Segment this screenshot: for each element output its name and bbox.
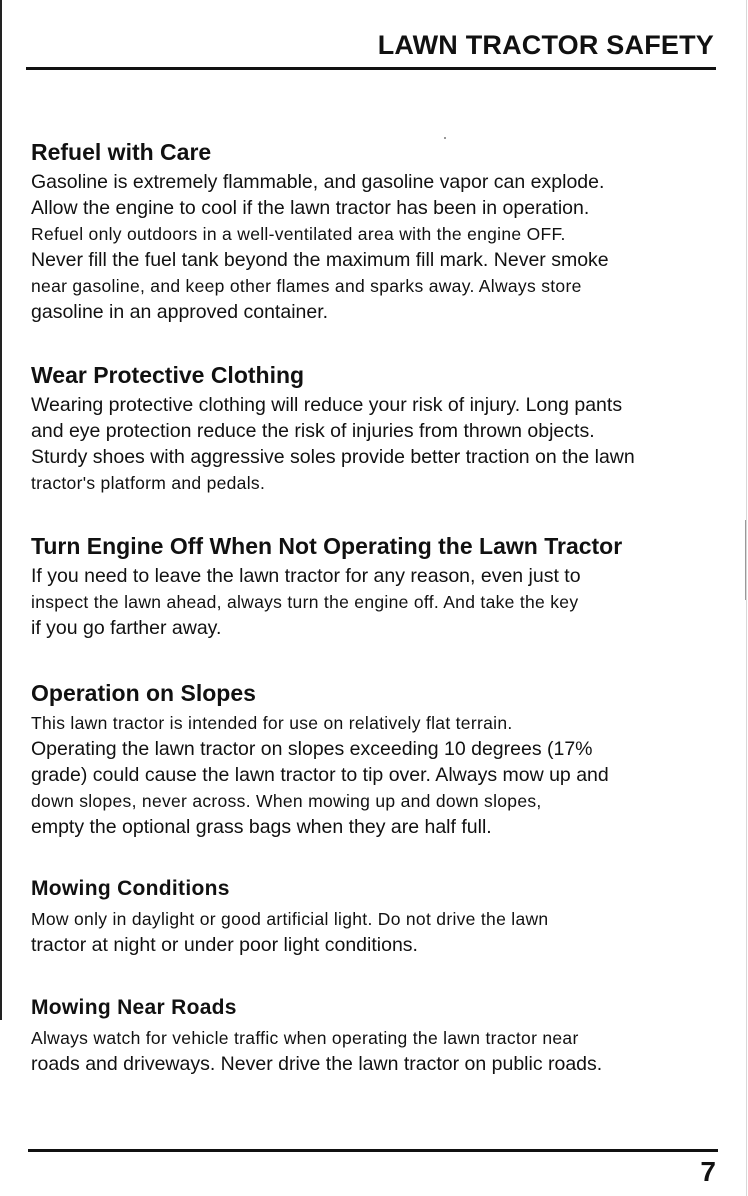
body-line: Gasoline is extremely flammable, and gasoline vapor can explode. xyxy=(31,171,605,193)
body-line: If you need to leave the lawn tractor for any reason, even just to xyxy=(31,565,581,587)
scan-edge-right xyxy=(746,0,747,1196)
body-line: tractor at night or under poor light conditions. xyxy=(31,934,418,956)
section-heading: Wear Protective Clothing xyxy=(31,362,305,388)
body-line: Allow the engine to cool if the lawn tractor has been in operation. xyxy=(31,197,590,219)
body-line: This lawn tractor is intended for use on relatively flat terrain. xyxy=(31,713,513,733)
section-heading: Mowing Near Roads xyxy=(31,996,237,1019)
section-mowing-conditions xyxy=(31,874,712,958)
section-heading: Mowing Conditions xyxy=(31,877,230,900)
header-rule xyxy=(26,67,716,70)
section-heading: Refuel with Care xyxy=(31,139,212,165)
body-line: near gasoline, and keep other flames and sparks away. Always store xyxy=(31,276,582,296)
body-line: inspect the lawn ahead, always turn the engine off. And take the key xyxy=(31,592,579,612)
page-header-title: LAWN TRACTOR SAFETY xyxy=(377,30,714,60)
scan-edge-left xyxy=(0,0,2,1020)
footer-rule xyxy=(28,1149,718,1152)
body-line: Sturdy shoes with aggressive soles provide better traction on the lawn xyxy=(31,446,635,468)
body-line: grade) could cause the lawn tractor to tip over. Always mow up and xyxy=(31,764,609,786)
body-line: empty the optional grass bags when they are half full. xyxy=(31,816,492,838)
body-line: Always watch for vehicle traffic when operating the lawn tractor near xyxy=(31,1028,579,1048)
section-wear-protective-clothing xyxy=(31,360,712,496)
body-line: tractor's platform and pedals. xyxy=(31,473,266,493)
body-line: Mow only in daylight or good artificial light. Do not drive the lawn xyxy=(31,909,549,929)
section-heading: Operation on Slopes xyxy=(31,680,256,706)
body-line: roads and driveways. Never drive the lawn tractor on public roads. xyxy=(31,1053,603,1075)
section-operation-on-slopes xyxy=(31,678,712,840)
body-line: gasoline in an approved container. xyxy=(31,301,329,323)
body-line: if you go farther away. xyxy=(31,617,222,639)
body-line: Wearing protective clothing will reduce your risk of injury. Long pants xyxy=(31,394,623,416)
section-heading: Turn Engine Off When Not Operating the Lawn Tractor xyxy=(31,533,623,559)
body-line: down slopes, never across. When mowing up and down slopes, xyxy=(31,791,542,811)
section-turn-engine-off xyxy=(31,531,712,641)
scan-edge-right-mark xyxy=(745,520,746,600)
section-refuel-with-care xyxy=(31,137,712,325)
page-number: 7 xyxy=(700,1156,716,1187)
section-mowing-near-roads xyxy=(31,993,712,1077)
body-line: Refuel only outdoors in a well-ventilated area with the engine OFF. xyxy=(31,224,566,244)
body-line: Operating the lawn tractor on slopes exceeding 10 degrees (17% xyxy=(31,738,593,760)
body-line: and eye protection reduce the risk of injuries from thrown objects. xyxy=(31,420,595,442)
body-line: Never fill the fuel tank beyond the maximum fill mark. Never smoke xyxy=(31,249,609,271)
